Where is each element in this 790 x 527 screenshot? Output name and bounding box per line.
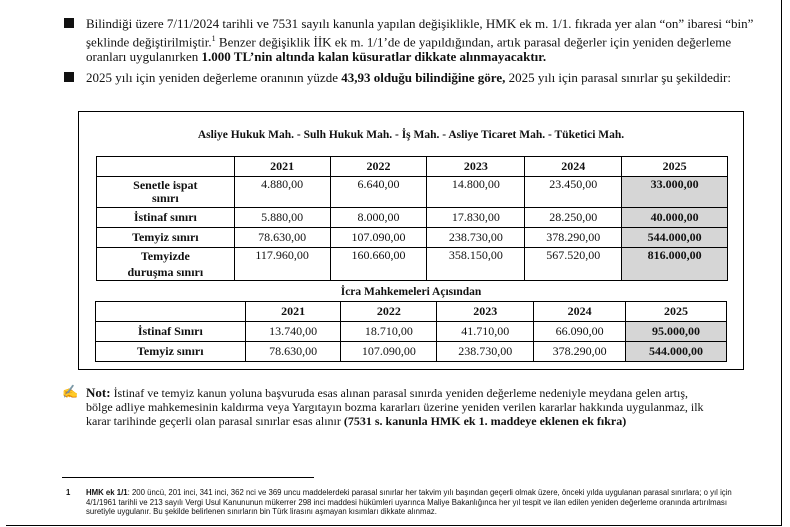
- cell-value: 567.520,00: [525, 248, 622, 281]
- table-1: [96, 156, 728, 281]
- year-header: 2025: [622, 157, 728, 177]
- cell-value: 107.090,00: [330, 228, 427, 248]
- cell-value: 23.450,00: [525, 177, 622, 208]
- year-header: 2025: [626, 302, 727, 322]
- cell-value: 378.290,00: [525, 228, 622, 248]
- footnote-text: : 200 üncü, 201 inci, 341 inci, 362 nci ve 369 uncu maddelerdeki parasal sınırlar her takvim yılı başından geçerli olmak üzere, önceki yılda uygulanan parasal sınırlara; o yıl için 4/1/1961 tarihli ve 213 sayılı Vergi Usul Kanununun mükerrer 298 inci maddesi hükümleri uyarınca Maliye Bakanlığınca her yıl tespit ve ilan edilen yeniden değerleme oranında artırılması suretiyle uygulanır. Bu şekilde belirlenen sınırların bin Türk lirasını aşmayan kısımları dikkate alınmaz.: [86, 488, 732, 517]
- row-label: İstinaf Sınırı: [96, 322, 246, 342]
- paragraph-2: [86, 70, 756, 85]
- table-2-title: İcra Mahkemeleri Açısından: [340, 286, 482, 298]
- square-bullet-icon: [64, 72, 74, 82]
- cell-value: 78.630,00: [234, 228, 330, 248]
- year-header: 2021: [234, 157, 330, 177]
- cell-value: 238.730,00: [427, 228, 525, 248]
- square-bullet-icon: [64, 18, 74, 28]
- year-header: 2022: [330, 157, 427, 177]
- paragraph-1-bold: 1.000 TL’nin altında kalan küsuratlar dikkate alınmayacaktır.: [201, 49, 547, 65]
- table-row: [96, 342, 727, 362]
- cell-value-2025: 95.000,00: [626, 322, 727, 342]
- cell-value: 160.660,00: [330, 248, 427, 281]
- paragraph-2-text-a: 2025 yılı için yeniden değerleme oranının yüzde: [86, 70, 342, 85]
- writing-hand-icon: ✍: [62, 384, 79, 399]
- row-label: İstinaf sınırı: [97, 208, 235, 228]
- note-colon: :: [106, 385, 111, 400]
- footnote-bold: HMK ek 1/1: [86, 488, 128, 497]
- table-row: [97, 248, 728, 281]
- table-2-corner: [96, 302, 246, 322]
- limits-box: [78, 111, 744, 370]
- table-row: [97, 228, 728, 248]
- cell-value: 117.960,00: [234, 248, 330, 281]
- cell-value: 378.290,00: [534, 342, 626, 362]
- cell-value: 4.880,00: [234, 177, 330, 208]
- cell-value: 28.250,00: [525, 208, 622, 228]
- note-bold: (7531 s. kanunla HMK ek 1. maddeye eklenen ek fıkra): [343, 414, 627, 428]
- footnote-divider: [62, 477, 314, 478]
- cell-value: 41.710,00: [437, 322, 534, 342]
- table-row: [96, 322, 727, 342]
- cell-value: 18.710,00: [341, 322, 437, 342]
- year-header: 2024: [525, 157, 622, 177]
- year-header: 2022: [341, 302, 437, 322]
- year-header: 2023: [427, 157, 525, 177]
- cell-value: 66.090,00: [534, 322, 626, 342]
- table-2: [95, 301, 727, 362]
- table-row: [97, 177, 728, 208]
- note-text: İstinaf ve temyiz kanun yoluna başvuruda esas alınan parasal sınırda yeniden değerleme nedeniyle meydana gelen artış, bölge adliye mahkemesinin kaldırma veya Yargıtayın bozma kararları üzerine yeniden verilen kararlar hakkında uygulanmaz, ilk karar tarihinde geçerli olan parasal sınırlar esas alınır: [86, 386, 704, 428]
- row-label: Temyiz sınırı: [97, 228, 235, 248]
- cell-value: 238.730,00: [437, 342, 534, 362]
- cell-value-2025: 544.000,00: [626, 342, 727, 362]
- cell-value-2025: 816.000,00: [622, 248, 728, 281]
- paragraph-1: [86, 16, 756, 64]
- cell-value: 13.740,00: [245, 322, 341, 342]
- cell-value-2025: 544.000,00: [622, 228, 728, 248]
- paragraph-1-text-b: Benzer değişiklik İİK ek m. 1/1’de de yapıldığından, artık parasal değerler için yeniden değerleme oranları uygulanırken: [86, 34, 732, 65]
- footnote: [66, 488, 758, 517]
- cell-value: 78.630,00: [245, 342, 341, 362]
- paragraph-1-text-a: Bilindiği üzere 7/11/2024 tarihli ve 7531 sayılı kanunla yapılan değişiklikle, HMK ek m. 1/1. fıkrada yer alan “on” ibaresi “bin” şeklinde değiştirilmiştir.: [86, 16, 754, 50]
- table-1-corner: [97, 157, 235, 177]
- row-label: Temyizde duruşma sınırı: [97, 248, 235, 281]
- table-row: [97, 208, 728, 228]
- cell-value-2025: 33.000,00: [622, 177, 728, 208]
- note-block: [62, 384, 716, 428]
- footnote-ref: 1: [211, 34, 216, 43]
- cell-value: 5.880,00: [234, 208, 330, 228]
- cell-value: 8.000,00: [330, 208, 427, 228]
- row-label: Senetle ispat sınırı: [97, 177, 235, 208]
- footnote-number: 1: [66, 488, 71, 497]
- cell-value: 6.640,00: [330, 177, 427, 208]
- cell-value: 14.800,00: [427, 177, 525, 208]
- row-label: Temyiz sınırı: [96, 342, 246, 362]
- table-1-title: Asliye Hukuk Mah. - Sulh Hukuk Mah. - İş Mah. - Asliye Ticaret Mah. - Tüketici Mah.: [197, 129, 625, 141]
- year-header: 2024: [534, 302, 626, 322]
- paragraph-2-text-b: 2025 yılı için parasal sınırlar şu şekildedir:: [505, 70, 731, 85]
- cell-value: 358.150,00: [427, 248, 525, 281]
- cell-value-2025: 40.000,00: [622, 208, 728, 228]
- note-heading: Not: [86, 385, 107, 400]
- year-header: 2021: [245, 302, 341, 322]
- cell-value: 107.090,00: [341, 342, 437, 362]
- paragraph-2-bold: 43,93 olduğu bilindiğine göre,: [341, 70, 506, 85]
- cell-value: 17.830,00: [427, 208, 525, 228]
- table-2-header-row: [96, 302, 727, 322]
- year-header: 2023: [437, 302, 534, 322]
- table-1-header-row: [97, 157, 728, 177]
